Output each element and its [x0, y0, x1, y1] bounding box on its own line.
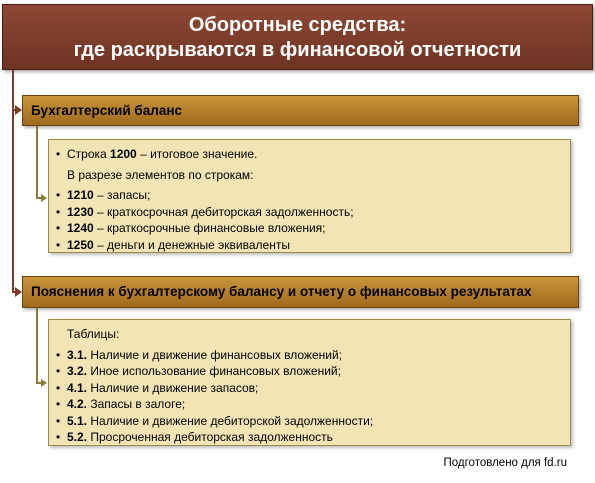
item-text: Просроченная дебиторская задолженность	[87, 430, 333, 444]
intro-suffix: – итоговое значение.	[136, 147, 258, 161]
item-code: 3.2.	[67, 364, 88, 378]
sub-connector-line	[36, 308, 38, 383]
item-code: 4.1.	[67, 380, 88, 395]
intro-prefix: Строка	[67, 147, 111, 161]
item-code: 1210	[67, 188, 94, 202]
item-code: 1230	[67, 204, 94, 219]
list-item	[55, 429, 570, 446]
section-header-label: Бухгалтерский баланс	[31, 103, 182, 118]
list-item	[55, 396, 570, 413]
list-item	[55, 413, 570, 430]
section-content-notes	[48, 319, 571, 446]
item-text: – деньги и денежные эквиваленты	[93, 237, 290, 252]
list-subtitle: Таблицы:	[67, 327, 120, 341]
item-code: 4.2.	[67, 397, 88, 411]
item-text: Наличие и движение запасов;	[87, 380, 259, 395]
section-header-balance	[22, 95, 579, 126]
item-text: Запасы в залоге;	[87, 397, 186, 411]
arrow-icon	[41, 194, 47, 202]
sub-connector-line	[36, 126, 38, 198]
list-item	[55, 204, 570, 221]
item-text: – краткосрочные финансовые вложения;	[93, 221, 326, 235]
arrow-icon	[41, 379, 47, 387]
item-code: 1250	[67, 237, 94, 252]
item-code: 1240	[67, 221, 94, 235]
item-code: 5.2.	[67, 430, 88, 444]
item-code: 3.1.	[67, 347, 88, 362]
footer-credit: Подготовлено для fd.ru	[443, 457, 567, 469]
title-line-1: Оборотные средства:	[188, 14, 407, 36]
list-item	[55, 347, 570, 364]
item-text: – запасы;	[93, 188, 151, 202]
arrow-icon	[15, 105, 22, 115]
item-code: 5.1.	[67, 413, 88, 428]
arrow-icon	[15, 287, 22, 297]
title-line-2: где раскрываются в финансовой отчетности	[73, 39, 522, 61]
section-header-notes	[22, 276, 579, 308]
item-text: Иное использование финансовых вложений;	[87, 364, 341, 378]
item-text: – краткосрочная дебиторская задолженность;	[93, 204, 354, 219]
list-item	[55, 220, 570, 237]
list-item	[55, 363, 570, 380]
section-content-balance	[48, 139, 571, 253]
intro-code: 1200	[110, 147, 137, 161]
item-text: Наличие и движение финансовых вложений;	[87, 347, 343, 362]
section-header-label: Пояснения к бухгалтерскому балансу и отчету о финансовых результатах	[31, 284, 532, 299]
diagram-title	[2, 4, 593, 70]
list-subtitle: В разрезе элементов по строкам:	[67, 167, 254, 182]
list-item	[55, 187, 570, 204]
main-connector-line	[12, 70, 14, 292]
list-item	[55, 380, 570, 397]
list-item	[55, 237, 570, 254]
item-text: Наличие и движение дебиторской задолженности;	[87, 413, 374, 428]
list-item	[55, 146, 570, 163]
